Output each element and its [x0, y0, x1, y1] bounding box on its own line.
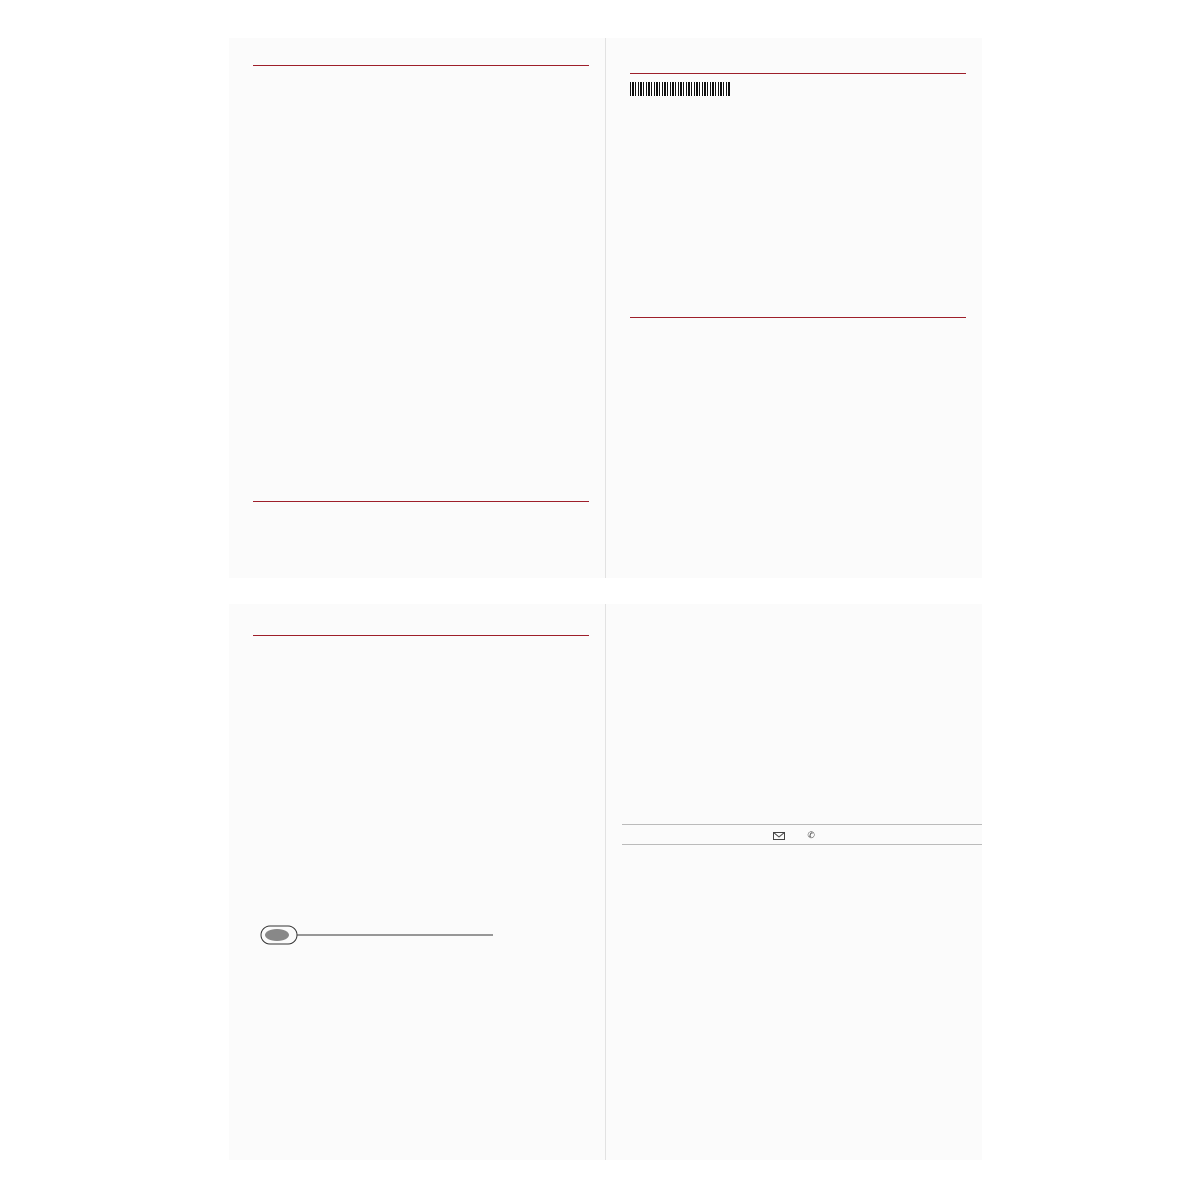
cover-divider: [622, 844, 982, 845]
thermometer-scale: [257, 912, 587, 960]
cover-icons: [606, 830, 982, 841]
page-car-codes: [229, 38, 605, 578]
section-header-zodiac: [253, 488, 589, 502]
thermometer-mercury: [265, 929, 289, 941]
phone-icon: ✆: [807, 831, 815, 841]
section-header-barcodes: [630, 60, 966, 74]
section-header-measures: [253, 622, 589, 636]
page-barcodes: [606, 38, 982, 578]
section-header-clothing: [630, 304, 966, 318]
section-header-car-codes: [253, 52, 589, 66]
cover-divider: [622, 824, 982, 825]
barcode-image: [630, 82, 730, 96]
envelope-icon: [773, 832, 785, 840]
page-cover: [606, 604, 982, 1160]
page-measures: [229, 604, 605, 1160]
